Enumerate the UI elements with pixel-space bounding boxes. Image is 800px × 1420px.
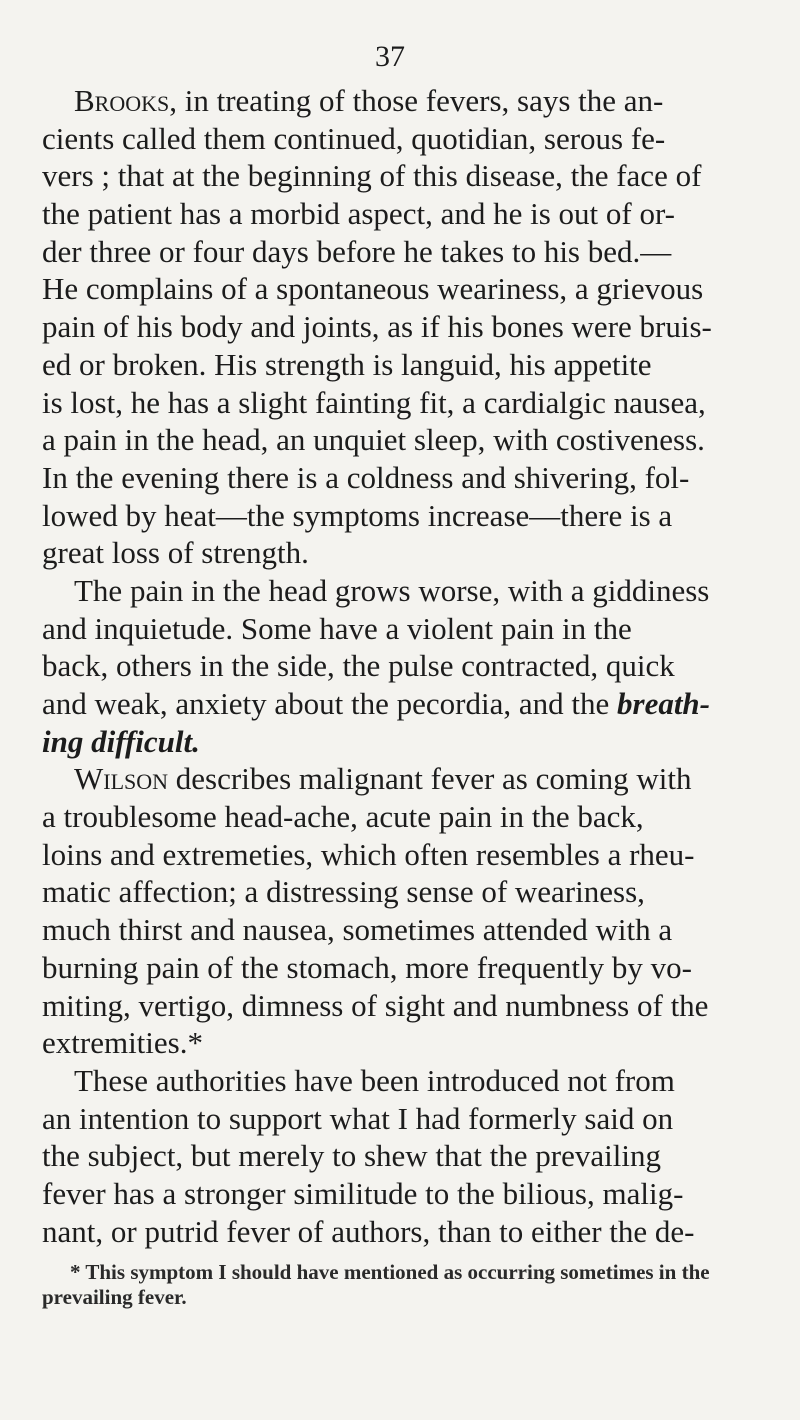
text-line <box>42 497 772 535</box>
text-run: great loss of strength. <box>42 535 309 571</box>
footnote-line: * This symptom I should have mentioned as occurring sometimes in the <box>70 1260 710 1284</box>
text-line <box>42 1100 772 1138</box>
text-line <box>42 233 772 271</box>
text-line <box>42 798 772 836</box>
text-run: the patient has a morbid aspect, and he is out of or- <box>42 196 675 232</box>
text-line <box>42 1024 772 1062</box>
text-run: and weak, anxiety about the pecordia, and the <box>42 686 617 721</box>
text-line <box>42 1213 772 1251</box>
italic-text: breath- <box>617 686 710 721</box>
body-text <box>42 82 772 1250</box>
text-line <box>42 195 772 233</box>
text-line <box>42 421 772 459</box>
text-line <box>42 911 772 949</box>
text-line <box>42 572 772 610</box>
text-line <box>42 949 772 987</box>
text-run: pain of his body and joints, as if his bones were bruis- <box>42 309 712 345</box>
text-run: ed or broken. His strength is languid, his appetite <box>42 346 652 382</box>
text-line <box>42 120 772 158</box>
text-run: is lost, he has a slight fainting fit, a cardialgic nausea, <box>42 384 706 420</box>
text-line <box>42 1137 772 1175</box>
text-run: an intention to support what I had formerly said on <box>42 1100 674 1136</box>
text-line <box>42 1175 772 1213</box>
text-line <box>42 157 772 195</box>
text-run: der three or four days before he takes to his bed.— <box>42 233 672 269</box>
text-run: the subject, but merely to shew that the prevailing <box>42 1138 661 1174</box>
text-line <box>42 534 772 572</box>
text-run: describes malignant fever as coming with <box>168 761 692 797</box>
text-run: vers ; that at the beginning of this disease, the face of <box>42 158 702 194</box>
text-line <box>42 308 772 346</box>
text-line <box>42 836 772 874</box>
text-run: nant, or putrid fever of authors, than to either the de- <box>42 1213 695 1249</box>
text-line <box>42 459 772 497</box>
text-run: cients called them continued, quotidian, serous fe- <box>42 120 666 156</box>
text-run: and inquietude. Some have a violent pain in the <box>42 610 632 646</box>
author-name: Wilson <box>74 761 169 797</box>
text-run: miting, vertigo, dimness of sight and numbness of the <box>42 987 709 1023</box>
text-line <box>42 346 772 384</box>
text-line <box>42 647 772 685</box>
text-run: much thirst and nausea, sometimes attended with a <box>42 912 673 948</box>
text-run: matic affection; a distressing sense of weariness, <box>42 874 645 910</box>
text-run: loins and extremeties, which often resembles a rheu- <box>42 836 695 872</box>
text-line <box>42 760 772 798</box>
text-run: The pain in the head grows worse, with a giddiness <box>74 572 710 608</box>
text-run: In the evening there is a coldness and shivering, fol- <box>42 459 690 495</box>
text-line <box>42 987 772 1025</box>
text-line <box>42 1062 772 1100</box>
footnote-line: prevailing fever. <box>42 1285 187 1309</box>
text-run: These authorities have been introduced not from <box>74 1062 675 1098</box>
text-line <box>42 873 772 911</box>
text-run: a pain in the head, an unquiet sleep, with costiveness. <box>42 422 705 458</box>
author-name: Brooks <box>74 83 170 118</box>
footnote <box>42 1260 772 1310</box>
text-line <box>42 685 772 723</box>
text-line <box>42 723 772 761</box>
text-run: burning pain of the stomach, more frequently by vo- <box>42 949 692 985</box>
text-run: a troublesome head-ache, acute pain in the back, <box>42 799 644 835</box>
text-line <box>42 270 772 308</box>
italic-text: ing difficult. <box>42 723 200 759</box>
text-run: lowed by heat—the symptoms increase—there is a <box>42 497 673 533</box>
page-number: 37 <box>375 40 405 73</box>
text-run: , in treating of those fevers, says the an- <box>169 83 664 118</box>
text-line <box>42 610 772 648</box>
text-line <box>42 384 772 422</box>
text-run: back, others in the side, the pulse contracted, quick <box>42 648 675 684</box>
text-line <box>42 82 772 120</box>
text-run: He complains of a spontaneous weariness, a grievous <box>42 271 704 307</box>
text-run: extremities.* <box>42 1025 203 1061</box>
text-run: fever has a stronger similitude to the bilious, malig- <box>42 1175 684 1211</box>
